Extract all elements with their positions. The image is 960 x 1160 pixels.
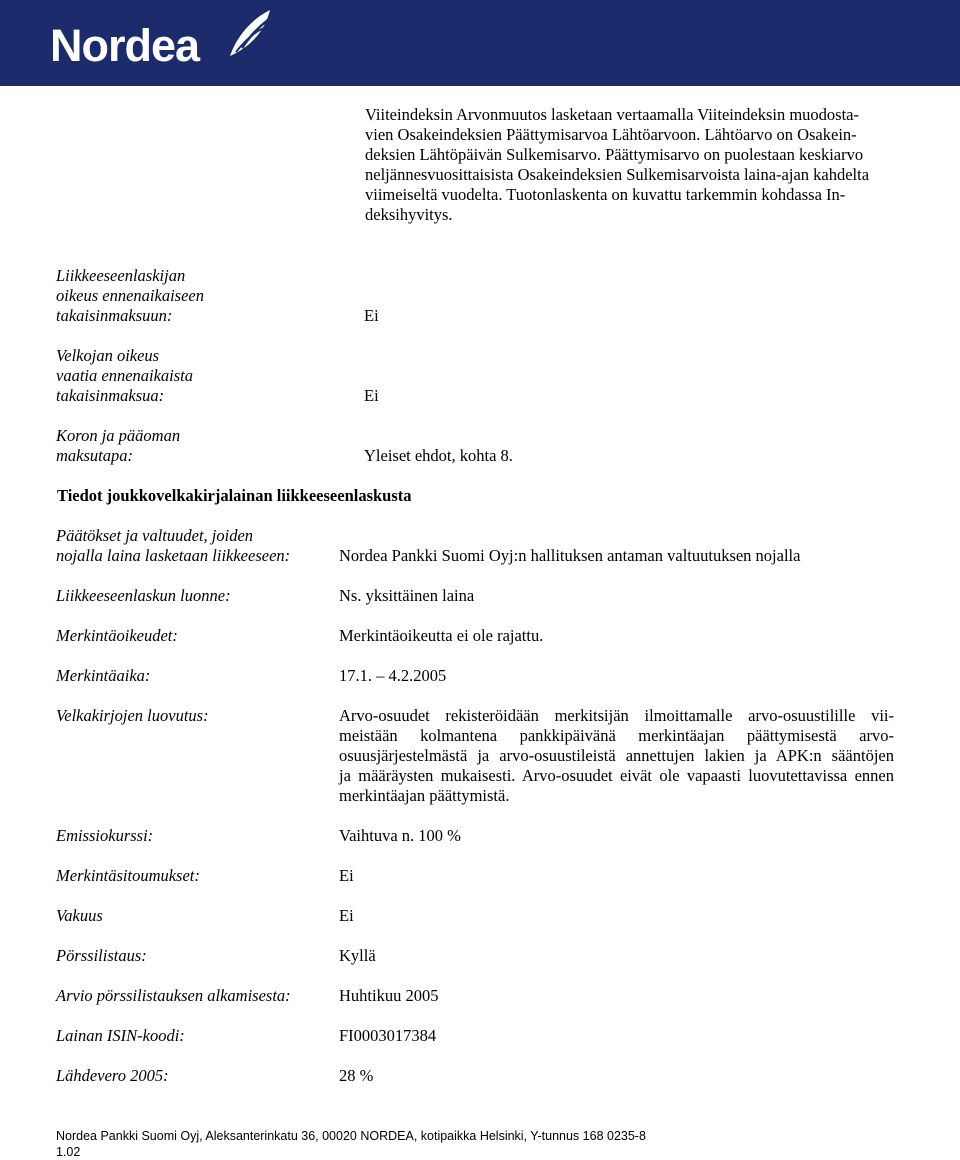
- intro-line: Viiteindeksin Arvonmuutos lasketaan vertaamalla Viiteindeksin muodosta-: [365, 105, 859, 124]
- issue-nature-label: Liikkeeseenlaskun luonne:: [56, 586, 231, 605]
- isin-value: FI0003017384: [339, 1026, 437, 1045]
- transfer-line: Arvo-osuudet rekisteröidään merkitsijän ilmoittamalle arvo-osuustilille vii-: [339, 706, 894, 725]
- issue-price-label: Emissiokurssi:: [56, 826, 154, 845]
- transfer-line: osuusjärjestelmästä ja arvo-osuustileistä annettujen lakien ja APK:n sääntöjen: [339, 746, 894, 765]
- issue-price-value: Vaihtuva n. 100 %: [339, 826, 461, 845]
- subscription-period-label: Merkintäaika:: [56, 666, 151, 685]
- transfer-line: ja määräysten mukaisesti. Arvo-osuudet eivät ole vapaasti luovutettavissa ennen: [339, 766, 894, 785]
- underwriting-label: Merkintäsitoumukset:: [56, 866, 200, 885]
- brand-name: Nordea: [50, 20, 200, 71]
- decisions-label: Päätökset ja valtuudet, joiden nojalla laina lasketaan liikkeeseen:: [56, 526, 291, 565]
- decisions-value: Nordea Pankki Suomi Oyj:n hallituksen antaman valtuutuksen nojalla: [339, 546, 801, 565]
- listing-start-value: Huhtikuu 2005: [339, 986, 439, 1005]
- intro-line: neljännesvuosittaisista Osakeindeksien Sulkemisarvoista laina-ajan kahdelta: [365, 165, 870, 184]
- transfer-value: [339, 706, 894, 806]
- listing-value: Kyllä: [339, 946, 376, 965]
- transfer-line: meistään kolmantena pankkipäivänä merkintäajan päättymisestä arvo-: [339, 726, 894, 745]
- isin-label: Lainan ISIN-koodi:: [56, 1026, 185, 1045]
- listing-start-label: Arvio pörssilistauksen alkamisesta:: [56, 986, 291, 1005]
- issuer-early-redemption-value: Ei: [364, 306, 379, 325]
- subscription-period-value: 17.1. – 4.2.2005: [339, 666, 447, 685]
- withholding-tax-value: 28 %: [339, 1066, 374, 1085]
- creditor-early-redemption-label: Velkojan oikeus vaatia ennenaikaista takaisinmaksua:: [56, 346, 194, 405]
- intro-line: deksien Lähtöpäivän Sulkemisarvo. Päättymisarvo on puolestaan keskiarvo: [365, 145, 864, 164]
- subscription-right-label: Merkintäoikeudet:: [56, 626, 178, 645]
- issue-nature-value: Ns. yksittäinen laina: [339, 586, 475, 605]
- sail-icon: [226, 8, 272, 58]
- page-footer: [56, 1128, 646, 1160]
- intro-line: deksihyvitys.: [365, 205, 453, 224]
- underwriting-value: Ei: [339, 866, 354, 885]
- subscription-right-value: Merkintäoikeutta ei ole rajattu.: [339, 626, 544, 645]
- intro-line: vien Osakeindeksien Päättymisarvoa Lähtöarvoon. Lähtöarvo on Osakein-: [365, 125, 857, 144]
- section-heading: Tiedot joukkovelkakirjalainan liikkeeseenlaskusta: [57, 486, 412, 505]
- payment-method-label: Koron ja pääoman maksutapa:: [56, 426, 181, 465]
- issuer-early-redemption-label: Liikkeeseenlaskijan oikeus ennenaikaiseen takaisinmaksuun:: [56, 266, 204, 325]
- header-bar: [0, 0, 960, 86]
- listing-label: Pörssilistaus:: [56, 946, 147, 965]
- creditor-early-redemption-value: Ei: [364, 386, 379, 405]
- intro-paragraph: [365, 105, 870, 225]
- withholding-tax-label: Lähdevero 2005:: [56, 1066, 169, 1085]
- footer-company-line: Nordea Pankki Suomi Oyj, Aleksanterinkatu 36, 00020 NORDEA, kotipaikka Helsinki, Y-tunnus 168 0235-8: [56, 1129, 646, 1143]
- payment-method-value: Yleiset ehdot, kohta 8.: [364, 446, 513, 465]
- collateral-label: Vakuus: [56, 906, 103, 925]
- transfer-label: Velkakirjojen luovutus:: [56, 706, 209, 725]
- transfer-line: merkintäajan päättymistä.: [339, 786, 510, 805]
- collateral-value: Ei: [339, 906, 354, 925]
- footer-version: 1.02: [56, 1145, 81, 1159]
- intro-line: viimeiseltä vuodelta. Tuotonlaskenta on kuvattu tarkemmin kohdassa In-: [365, 185, 846, 204]
